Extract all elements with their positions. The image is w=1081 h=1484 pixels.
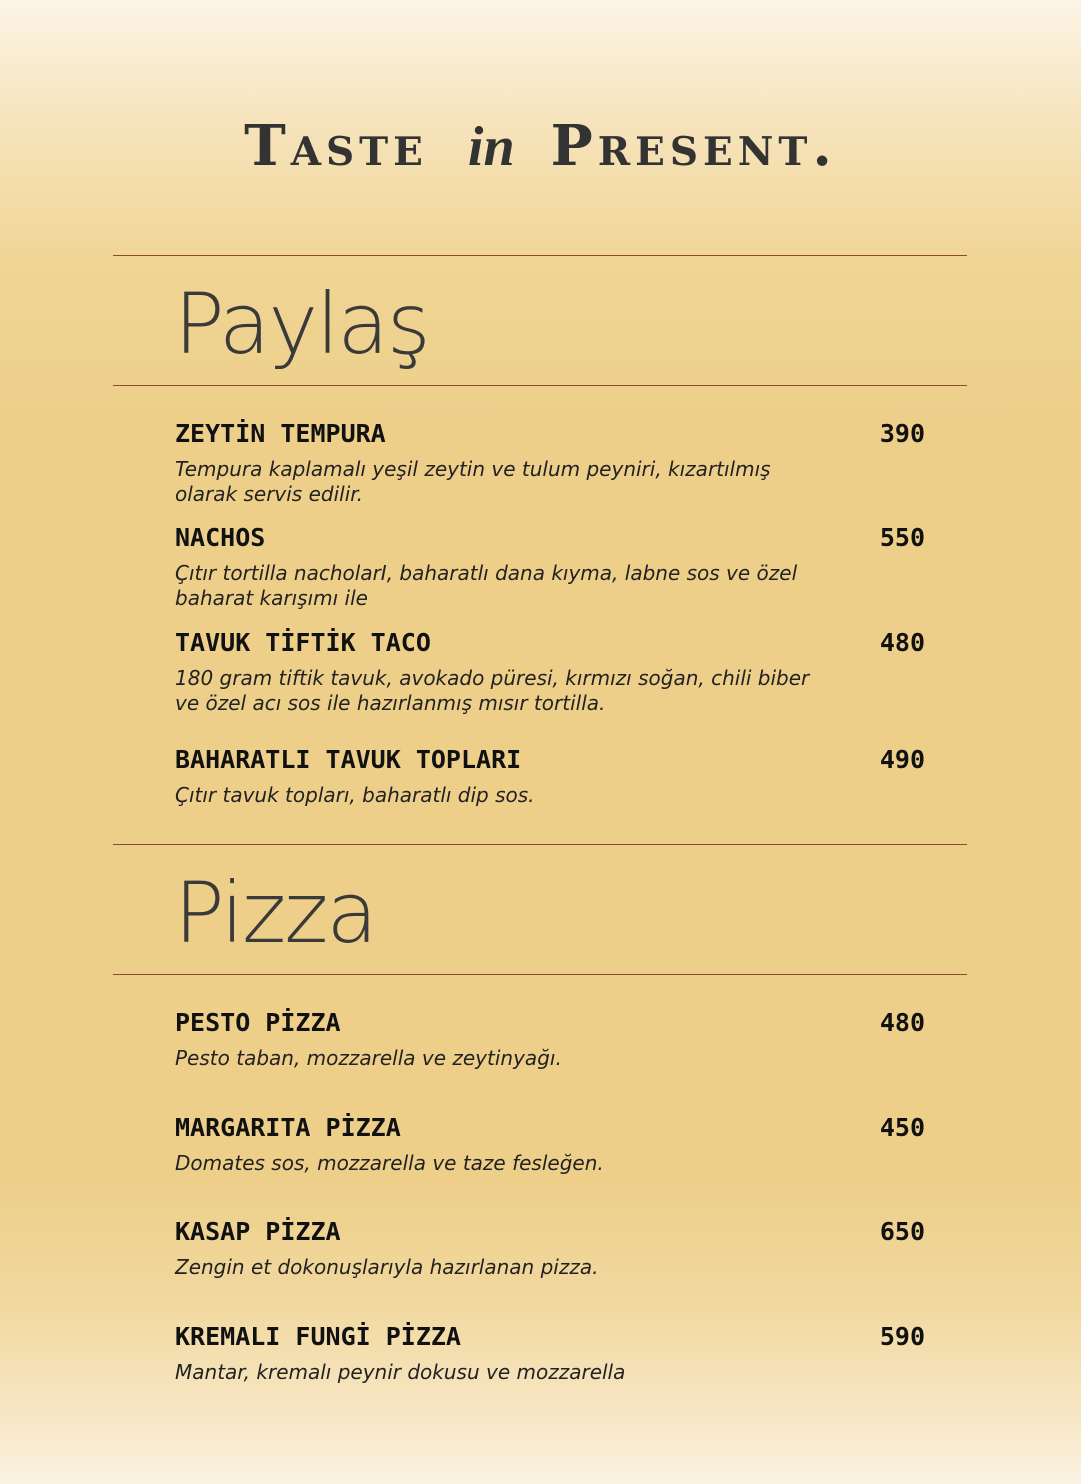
item-name: KASAP PİZZA	[175, 1217, 341, 1246]
item-price: 590	[879, 1322, 925, 1351]
item-description: Pesto taban, mozzarella ve zeytinyağı.	[175, 1046, 562, 1070]
item-name: NACHOS	[175, 523, 266, 552]
item-price: 450	[879, 1113, 925, 1142]
item-price: 550	[879, 523, 925, 552]
item-description: Mantar, kremalı peynir dokusu ve mozzarella	[175, 1360, 626, 1384]
item-name: MARGARITA PİZZA	[175, 1113, 401, 1142]
item-price: 480	[879, 628, 925, 657]
brand-title	[0, 113, 1081, 179]
section-divider-top	[113, 844, 967, 845]
item-name: TAVUK TİFTİK TACO	[175, 628, 431, 657]
item-price: 490	[879, 745, 925, 774]
section-divider-bottom	[113, 974, 967, 975]
section-title-paylas: Paylaş	[174, 275, 429, 373]
item-name: KREMALI FUNGİ PİZZA	[175, 1322, 461, 1351]
item-name: PESTO PİZZA	[175, 1008, 341, 1037]
item-description: Domates sos, mozzarella ve taze fesleğen.	[175, 1151, 604, 1175]
brand-word-taste: Taste	[244, 113, 428, 179]
section-divider-top	[113, 255, 967, 256]
item-description: Zengin et dokonuşlarıyla hazırlanan pizza.	[175, 1255, 599, 1279]
item-description: Tempura kaplamalı yeşil zeytin ve tulum peyniri, kızartılmış olarak servis edilir.	[175, 457, 771, 506]
item-description: Çıtır tavuk topları, baharatlı dip sos.	[175, 783, 535, 807]
item-name: ZEYTİN TEMPURA	[175, 419, 386, 448]
item-price: 480	[879, 1008, 925, 1037]
brand-connector: in	[467, 116, 515, 178]
item-name: BAHARATLI TAVUK TOPLARI	[175, 745, 522, 774]
section-title-pizza: Pizza	[174, 864, 376, 962]
brand-word-present: Present.	[550, 113, 837, 179]
item-price: 650	[879, 1217, 925, 1246]
item-description: 180 gram tiftik tavuk, avokado püresi, kırmızı soğan, chili biber ve özel acı sos ile hazırlanmış mısır tortilla.	[175, 666, 810, 715]
item-price: 390	[879, 419, 925, 448]
item-description: Çıtır tortilla nacholarI, baharatlı dana kıyma, labne sos ve özel baharat karışımı ile	[175, 561, 798, 610]
section-divider-bottom	[113, 385, 967, 386]
